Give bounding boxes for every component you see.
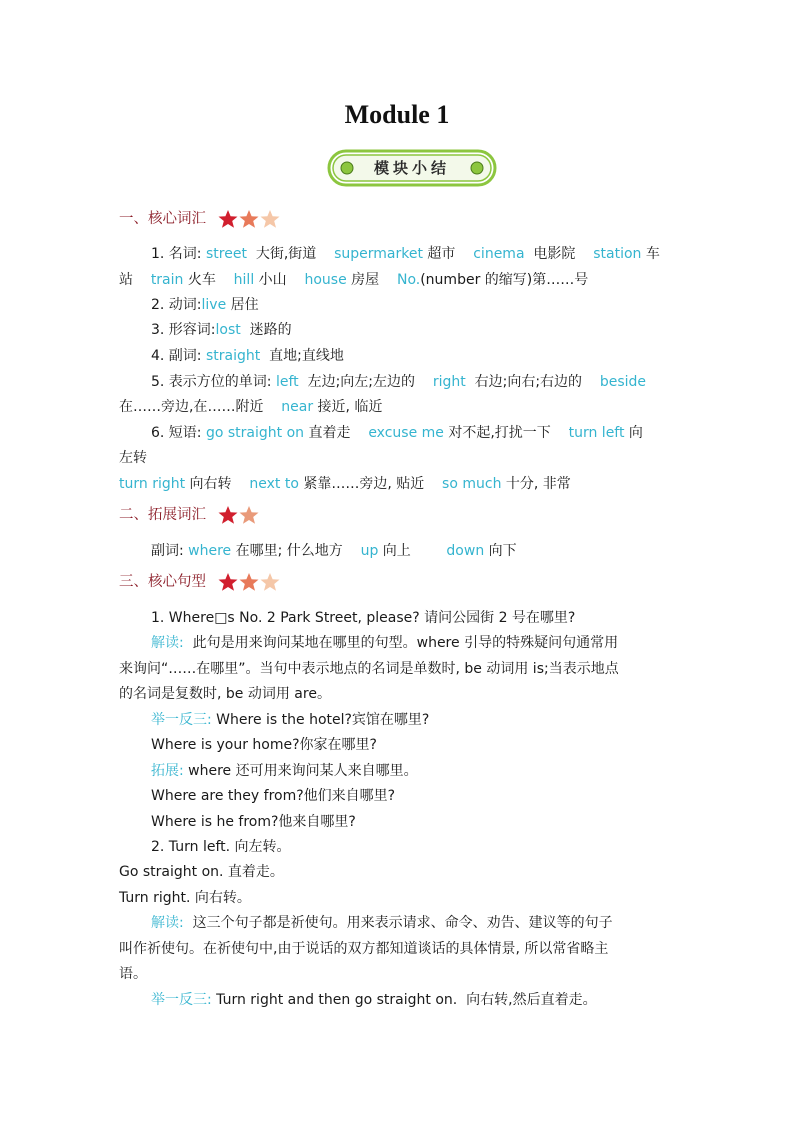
badge-label: 模块小结 (373, 159, 450, 177)
vocab-adjectives: 3. 形容词:lost 迷路的 (151, 322, 292, 338)
star-icon (240, 210, 259, 228)
star-icon (219, 573, 238, 591)
rating-stars (218, 209, 282, 229)
example-2: 举一反三: Turn right and then go straight on. 向右转,然后直着走。 (151, 992, 597, 1008)
section-extended-vocab (119, 505, 679, 525)
vocab-directions: 5. 表示方位的单词: left 左边;向左;左边的 right 右边;向右;右边的 beside (151, 374, 647, 390)
explanation-2: 解读: 这三个句子都是祈使句。用来表示请求、命令、劝告、建议等的句子 (151, 915, 613, 931)
explanation-1-end: 的名词是复数时, be 动词用 are。 (119, 686, 331, 702)
explanation-1-cont: 来询问“……在哪里”。当句中表示地点的名词是单数时, be 动词用 is;当表示地点 (119, 661, 619, 677)
star-icon (219, 506, 238, 524)
extension-1: 拓展: where 还可用来询问某人来自哪里。 (151, 763, 418, 779)
star-icon (261, 210, 280, 228)
vocab-directions-cont: 在……旁边,在……附近 near 接近, 临近 (119, 399, 383, 415)
vocab-phrases: 6. 短语: go straight on 直着走 excuse me 对不起,打扰一下 turn left 向 (151, 425, 643, 441)
extension-1b: Where is he from?他来自哪里? (151, 814, 356, 830)
example-1: 举一反三: Where is the hotel?宾馆在哪里? (151, 712, 430, 728)
star-icon (240, 573, 259, 591)
sentence-2b: Go straight on. 直着走。 (119, 864, 284, 880)
vocab-verbs: 2. 动词:live 居住 (151, 297, 259, 313)
page-title: Module 1 (344, 100, 450, 129)
sentence-1: 1. Where□s No. 2 Park Street, please? 请问公园街 2 号在哪里? (151, 610, 576, 626)
explanation-2-end: 语。 (119, 966, 147, 982)
star-icon (219, 210, 238, 228)
vocab-phrases-more: turn right 向右转 next to 紧靠……旁边, 贴近 so much 十分, 非常 (119, 476, 571, 492)
example-1b: Where is your home?你家在哪里? (151, 737, 377, 753)
section-core-sentences (119, 572, 679, 592)
extension-1a: Where are they from?他们来自哪里? (151, 788, 396, 804)
rating-stars (218, 505, 262, 525)
sentence-2: 2. Turn left. 向左转。 (151, 839, 291, 855)
vocab-phrases-cont: 左转 (119, 450, 147, 466)
section-title: 一、核心词汇 (119, 211, 206, 227)
vocab-adverbs: 4. 副词: straight 直地;直线地 (151, 348, 344, 364)
extended-adverbs: 副词: where 在哪里; 什么地方 up 向上 down 向下 (151, 543, 517, 559)
explanation-2-cont: 叫作祈使句。在祈使句中,由于说话的双方都知道谈话的具体情景, 所以常省略主 (119, 941, 609, 957)
section-core-vocab (119, 209, 679, 229)
explanation-1: 解读: 此句是用来询问某地在哪里的句型。where 引导的特殊疑问句通常用 (151, 635, 619, 651)
vocab-nouns: 1. 名词: street 大街,街道 supermarket 超市 cinema 电影院 station 车 (151, 246, 660, 262)
star-icon (240, 506, 259, 524)
section-title: 三、核心句型 (119, 574, 206, 590)
vocab-nouns-cont: 站 train 火车 hill 小山 house 房屋 No.(number 的缩写)第……号 (119, 272, 589, 288)
summary-badge (327, 149, 497, 187)
star-icon (261, 573, 280, 591)
rating-stars (218, 572, 282, 592)
section-title: 二、拓展词汇 (119, 507, 206, 523)
sentence-2c: Turn right. 向右转。 (119, 890, 251, 906)
